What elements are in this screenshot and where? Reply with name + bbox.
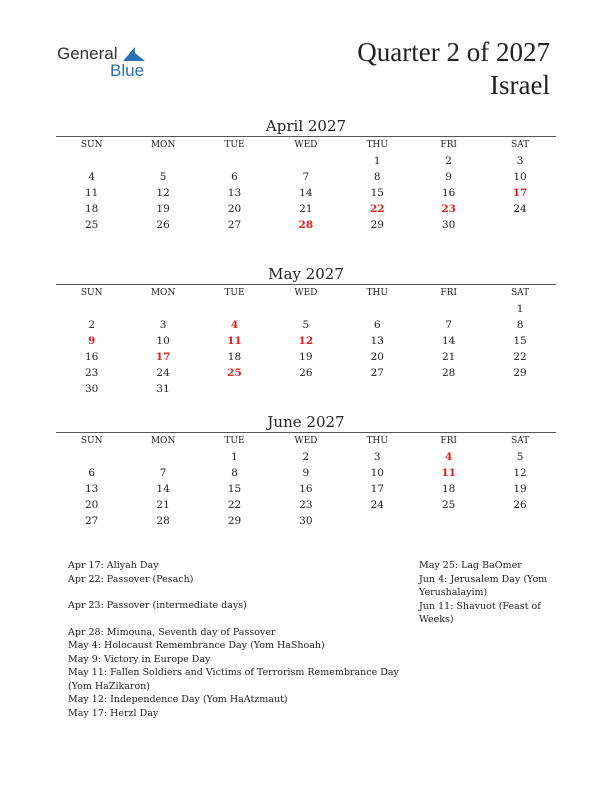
empty-day-cell (413, 381, 484, 397)
day-cell: 22 (513, 351, 527, 363)
empty-day-cell (342, 513, 413, 529)
empty-day-cell (484, 217, 555, 233)
weekday-header: MON (150, 140, 176, 150)
day-cell: 8 (516, 319, 524, 331)
day-cell: 1 (231, 451, 238, 463)
weekday-header: SAT (510, 288, 530, 298)
weekday-header: SUN (80, 140, 103, 150)
holiday-day-cell: 23 (441, 203, 456, 215)
day-cell: 9 (445, 171, 452, 183)
day-cell: 14 (299, 187, 313, 199)
day-cell: 17 (370, 483, 384, 495)
day-cell: 14 (156, 483, 170, 495)
empty-day-cell (199, 153, 270, 169)
day-cell: 5 (302, 319, 310, 331)
logo-general-text: General (57, 44, 118, 63)
day-cell: 20 (227, 203, 242, 215)
country-title: Israel (490, 70, 550, 100)
holiday-day-cell: 12 (298, 335, 314, 347)
day-cell: 2 (88, 319, 96, 331)
day-cell: 24 (156, 367, 170, 379)
holiday-item: Apr 23: Passover (intermediate days) (68, 600, 247, 611)
holiday-day-cell: 4 (230, 319, 239, 331)
empty-day-cell (413, 301, 484, 317)
holiday-day-cell: 11 (227, 335, 242, 347)
calendar-grid (56, 285, 556, 397)
holiday-list-right (419, 559, 559, 627)
day-cell: 7 (445, 319, 452, 331)
day-cell: 30 (85, 383, 99, 395)
holiday-day-cell: 22 (369, 203, 385, 215)
day-cell: 18 (441, 483, 456, 495)
weekday-header: SAT (510, 436, 530, 446)
generalblue-logo (57, 44, 157, 84)
weekday-header: WED (294, 140, 318, 150)
day-cell: 16 (85, 351, 99, 363)
holiday-day-cell: 28 (298, 219, 314, 231)
day-cell: 19 (156, 203, 170, 215)
day-cell: 16 (299, 483, 313, 495)
day-cell: 6 (88, 467, 96, 479)
day-cell: 6 (231, 171, 238, 183)
weekday-header: TUE (224, 436, 245, 446)
day-cell: 15 (370, 187, 384, 199)
month-calendar (56, 412, 556, 529)
empty-day-cell (270, 153, 341, 169)
weekday-header: SUN (80, 436, 103, 446)
list-spacer (68, 613, 408, 626)
weekday-header: TUE (224, 288, 245, 298)
day-cell: 26 (156, 219, 170, 231)
day-cell: 15 (513, 335, 527, 347)
list-spacer (68, 586, 408, 599)
day-cell: 23 (85, 367, 99, 379)
empty-day-cell (199, 381, 270, 397)
holiday-item: Apr 22: Passover (Pesach) (68, 573, 194, 585)
day-cell: 29 (370, 219, 384, 231)
holiday-day-cell: 9 (88, 335, 96, 347)
day-cell: 5 (159, 171, 167, 183)
day-cell: 20 (370, 351, 384, 363)
day-cell: 21 (299, 203, 313, 215)
day-cell: 23 (299, 499, 313, 511)
day-cell: 29 (227, 515, 242, 527)
day-cell: 12 (513, 467, 527, 479)
holiday-item: (Yom HaZikaron) (68, 680, 150, 692)
day-cell: 22 (227, 499, 242, 511)
day-cell: 2 (445, 155, 452, 167)
logo-blue-text: Blue (110, 61, 145, 80)
day-cell: 7 (159, 467, 167, 479)
holiday-day-cell: 25 (227, 367, 242, 379)
holiday-item: May 12: Independence Day (Yom HaAtzmaut) (68, 694, 288, 705)
empty-day-cell (127, 153, 198, 169)
calendar-grid (56, 433, 556, 529)
weekday-header: SAT (510, 140, 530, 150)
day-cell: 12 (156, 187, 170, 199)
day-cell: 26 (513, 499, 527, 511)
empty-day-cell (56, 153, 127, 169)
holiday-item: May 9: Victory in Europe Day (68, 653, 211, 665)
weekday-header: FRI (440, 288, 457, 298)
day-cell: 30 (299, 515, 313, 527)
holiday-item: Apr 17: Aliyah Day (68, 560, 159, 571)
empty-day-cell (56, 449, 127, 465)
day-cell: 1 (516, 303, 524, 315)
day-cell: 27 (370, 367, 384, 379)
holiday-item: May 11: Fallen Soldiers and Victims of Terrorism Remembrance Day (68, 667, 399, 678)
empty-day-cell (56, 301, 127, 317)
holiday-item: May 25: Lag BaOmer (419, 560, 522, 571)
weekday-header: MON (150, 288, 176, 298)
day-cell: 27 (227, 219, 242, 231)
page-title (357, 36, 550, 102)
calendar-grid (56, 137, 556, 233)
day-cell: 16 (441, 187, 456, 199)
month-title: June 2027 (267, 413, 345, 431)
day-cell: 1 (373, 155, 381, 167)
holiday-day-cell: 17 (155, 351, 171, 363)
day-cell: 3 (373, 451, 381, 463)
empty-day-cell (342, 381, 413, 397)
weekday-header: SUN (80, 288, 103, 298)
holiday-item: May 17: Herzl Day (68, 707, 159, 719)
holiday-day-cell: 11 (441, 467, 456, 479)
day-cell: 18 (85, 203, 99, 215)
day-cell: 8 (373, 171, 381, 183)
weekday-header: THU (366, 288, 388, 298)
quarter-title: Quarter 2 of 2027 (357, 37, 550, 67)
day-cell: 24 (513, 203, 527, 215)
day-cell: 9 (302, 467, 310, 479)
day-cell: 19 (299, 351, 313, 363)
day-cell: 28 (156, 515, 170, 527)
day-cell: 3 (159, 319, 167, 331)
day-cell: 15 (227, 483, 242, 495)
day-cell: 10 (156, 335, 170, 347)
holiday-day-cell: 17 (512, 187, 528, 199)
holiday-item: Jun 11: Shavuot (Feast of (419, 600, 541, 612)
day-cell: 5 (516, 451, 524, 463)
empty-day-cell (270, 301, 341, 317)
day-cell: 30 (441, 219, 456, 231)
day-cell: 7 (302, 171, 310, 183)
day-cell: 29 (513, 367, 527, 379)
day-cell: 10 (513, 171, 527, 183)
day-cell: 31 (156, 383, 170, 395)
empty-day-cell (342, 301, 413, 317)
holiday-item: Jun 4: Jerusalem Day (Yom (419, 573, 548, 585)
month-calendar (56, 116, 556, 233)
day-cell: 25 (441, 499, 456, 511)
day-cell: 20 (85, 499, 99, 511)
day-cell: 19 (513, 483, 527, 495)
day-cell: 25 (85, 219, 99, 231)
holiday-item: Yerushalayim) (419, 587, 488, 598)
month-title: May 2027 (268, 265, 344, 283)
month-title: April 2027 (265, 117, 347, 135)
day-cell: 13 (227, 187, 242, 199)
weekday-header: FRI (440, 436, 457, 446)
empty-day-cell (484, 513, 555, 529)
holiday-item: May 4: Holocaust Remembrance Day (Yom HaShoah) (68, 640, 325, 651)
weekday-header: THU (366, 140, 388, 150)
weekday-header: FRI (440, 140, 457, 150)
day-cell: 27 (85, 515, 99, 527)
holiday-day-cell: 4 (444, 451, 453, 463)
day-cell: 24 (370, 499, 384, 511)
day-cell: 21 (441, 351, 456, 363)
day-cell: 8 (231, 467, 238, 479)
holiday-item: Apr 28: Mimouna, Seventh day of Passover (68, 626, 276, 638)
month-calendar (56, 264, 556, 397)
day-cell: 26 (299, 367, 313, 379)
day-cell: 2 (302, 451, 310, 463)
weekday-header: THU (366, 436, 388, 446)
day-cell: 14 (441, 335, 456, 347)
day-cell: 3 (516, 155, 524, 167)
day-cell: 13 (85, 483, 99, 495)
day-cell: 28 (441, 367, 456, 379)
empty-day-cell (270, 381, 341, 397)
weekday-header: WED (294, 436, 318, 446)
day-cell: 21 (156, 499, 170, 511)
day-cell: 4 (88, 171, 96, 183)
day-cell: 18 (227, 351, 242, 363)
day-cell: 10 (370, 467, 384, 479)
empty-day-cell (127, 301, 198, 317)
holiday-item: Weeks) (419, 614, 454, 625)
empty-day-cell (127, 449, 198, 465)
day-cell: 6 (373, 319, 381, 331)
weekday-header: TUE (224, 140, 245, 150)
day-cell: 11 (85, 187, 99, 199)
weekday-header: WED (294, 288, 318, 298)
empty-day-cell (199, 301, 270, 317)
empty-day-cell (484, 381, 555, 397)
weekday-header: MON (150, 436, 176, 446)
empty-day-cell (413, 513, 484, 529)
holiday-list-left (68, 559, 408, 720)
day-cell: 13 (370, 335, 384, 347)
